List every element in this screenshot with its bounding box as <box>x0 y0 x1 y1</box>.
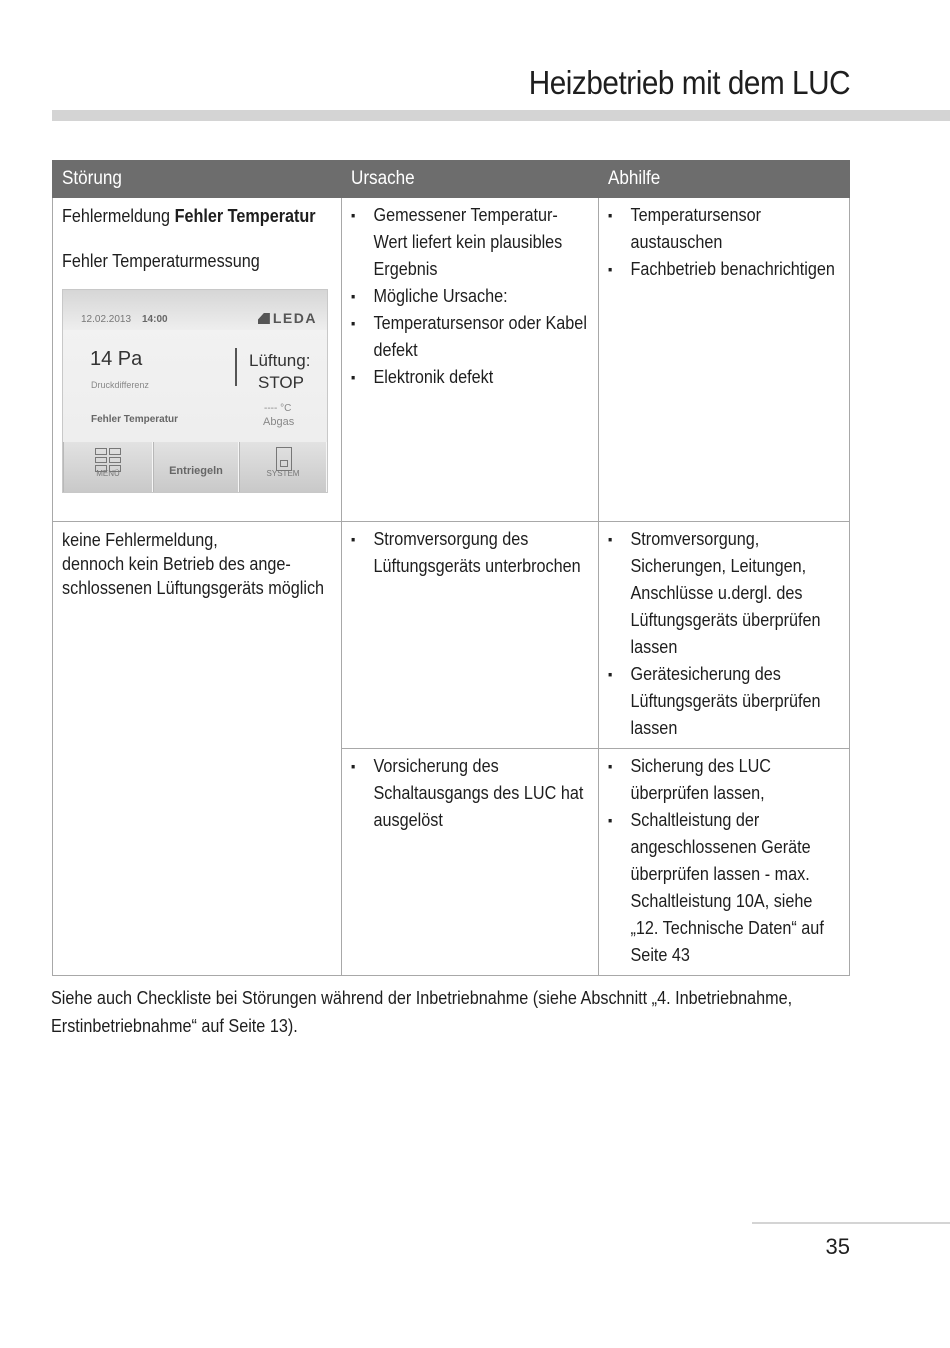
bullet-icon: ▪ <box>351 288 356 304</box>
bullet-icon: ▪ <box>608 812 613 828</box>
list-item-text: Temperatursensor austauschen <box>630 205 762 252</box>
fault-prefix: Fehlermeldung <box>62 206 175 226</box>
cause-cell <box>342 749 599 976</box>
cause-list <box>351 753 590 834</box>
checklist-note: Siehe auch Checkliste bei Störungen während der Inbetriebnahme (siehe Abschnitt „4. Inbetriebnahme, Erstinbetriebnahme“ auf Seite 13). <box>51 988 793 1036</box>
list-item <box>351 202 590 283</box>
system-button[interactable] <box>239 442 327 492</box>
exhaust-temp-value: ---- °C <box>264 403 292 414</box>
page-number: 35 <box>825 1234 850 1259</box>
list-item-text: Vorsicherung des Schaltausgangs des LUC hat ausgelöst <box>373 756 584 830</box>
display-error-text: Fehler Temperatur <box>91 414 179 425</box>
pressure-label: Druckdifferenz <box>91 380 149 390</box>
list-item-text: Mögliche Ursache: <box>373 286 508 306</box>
unlock-button[interactable] <box>153 442 239 492</box>
list-item <box>608 753 841 807</box>
bullet-icon: ▪ <box>608 261 613 277</box>
remedy-cell <box>599 198 850 522</box>
pressure-value: 14 Pa <box>90 348 143 370</box>
table-row <box>53 198 850 522</box>
fault-line: dennoch kein Betrieb des ange- <box>62 554 291 574</box>
cause-cell <box>342 198 599 522</box>
table-header-row <box>53 161 850 198</box>
fault-line: keine Fehlermeldung, <box>62 530 218 550</box>
list-item-text: Schaltleistung der angeschlossenen Geräte überprüfen lassen - max. Schaltleistung 10A, siehe „12. Technische Daten“ auf Seite 43 <box>630 810 824 965</box>
remedy-list <box>608 526 841 742</box>
column-header-cause: Ursache <box>342 161 599 198</box>
menu-button-label: MENÜ <box>96 469 120 478</box>
list-item <box>351 753 590 834</box>
display-date: 12.02.2013 <box>81 314 132 325</box>
unlock-button-label: Entriegeln <box>169 465 223 477</box>
remedy-list <box>608 753 841 969</box>
cause-list <box>351 202 590 391</box>
display-divider <box>235 348 237 386</box>
fault-line: schlossenen Lüftungsgeräts möglich <box>62 578 325 598</box>
list-item <box>608 526 841 661</box>
column-header-fault: Störung <box>53 161 342 198</box>
list-item <box>351 310 590 364</box>
ventilation-label: Lüftung: <box>249 351 311 370</box>
list-item <box>351 364 590 391</box>
ventilation-state: STOP <box>258 373 304 392</box>
fault-cell <box>53 522 342 976</box>
page-title: Heizbetrieb mit dem LUC <box>528 64 850 101</box>
system-button-label: SYSTEM <box>266 469 300 478</box>
bullet-icon: ▪ <box>608 758 613 774</box>
list-item <box>608 202 841 256</box>
column-header-remedy: Abhilfe <box>599 161 850 198</box>
fault-table <box>52 160 850 976</box>
bullet-icon: ▪ <box>608 666 613 682</box>
title-rule <box>52 110 950 121</box>
bullet-icon: ▪ <box>351 207 356 223</box>
list-item-text: Temperatursensor oder Kabel defekt <box>373 313 587 360</box>
bullet-icon: ▪ <box>351 531 356 547</box>
bullet-icon: ▪ <box>351 315 356 331</box>
list-item <box>608 807 841 969</box>
list-item-text: Gemessener Temperatur-Wert liefert kein plausibles Ergebnis <box>373 205 563 279</box>
bullet-icon: ▪ <box>351 758 356 774</box>
bullet-icon: ▪ <box>351 369 356 385</box>
leda-logo <box>258 305 317 332</box>
table-row <box>53 522 850 749</box>
list-item <box>351 526 590 580</box>
cause-cell <box>342 522 599 749</box>
remedy-cell <box>599 522 850 749</box>
menu-button[interactable] <box>63 442 153 492</box>
fault-message: Fehler Temperatur <box>174 206 316 226</box>
remedy-cell <box>599 749 850 976</box>
bullet-icon: ▪ <box>608 531 613 547</box>
fault-subtitle: Fehler Temperaturmessung <box>62 251 260 271</box>
remedy-list <box>608 202 841 283</box>
display-button-row <box>63 442 327 492</box>
footer-rule <box>752 1222 950 1224</box>
list-item-text: Stromversorgung des Lüftungsgeräts unterbrochen <box>373 529 581 576</box>
controller-display <box>62 289 328 493</box>
list-item <box>608 256 841 283</box>
display-time: 14:00 <box>142 314 168 325</box>
list-item-text: Sicherung des LUC überprüfen lassen, <box>630 756 771 803</box>
list-item-text: Gerätesicherung des Lüftungsgeräts überprüfen lassen <box>630 664 821 738</box>
bullet-icon: ▪ <box>608 207 613 223</box>
list-item-text: Stromversorgung, Sicherungen, Leitungen, Anschlüsse u.dergl. des Lüftungsgeräts überprüfen lassen <box>630 529 821 657</box>
exhaust-temp-label: Abgas <box>263 416 295 428</box>
list-item-text: Fachbetrieb benachrichtigen <box>630 259 835 279</box>
cause-list <box>351 526 590 580</box>
logo-text: LEDA <box>272 310 317 326</box>
list-item-text: Elektronik defekt <box>373 367 494 387</box>
list-item <box>608 661 841 742</box>
list-item <box>351 283 590 310</box>
fault-cell <box>53 198 342 522</box>
logo-icon <box>258 313 270 324</box>
